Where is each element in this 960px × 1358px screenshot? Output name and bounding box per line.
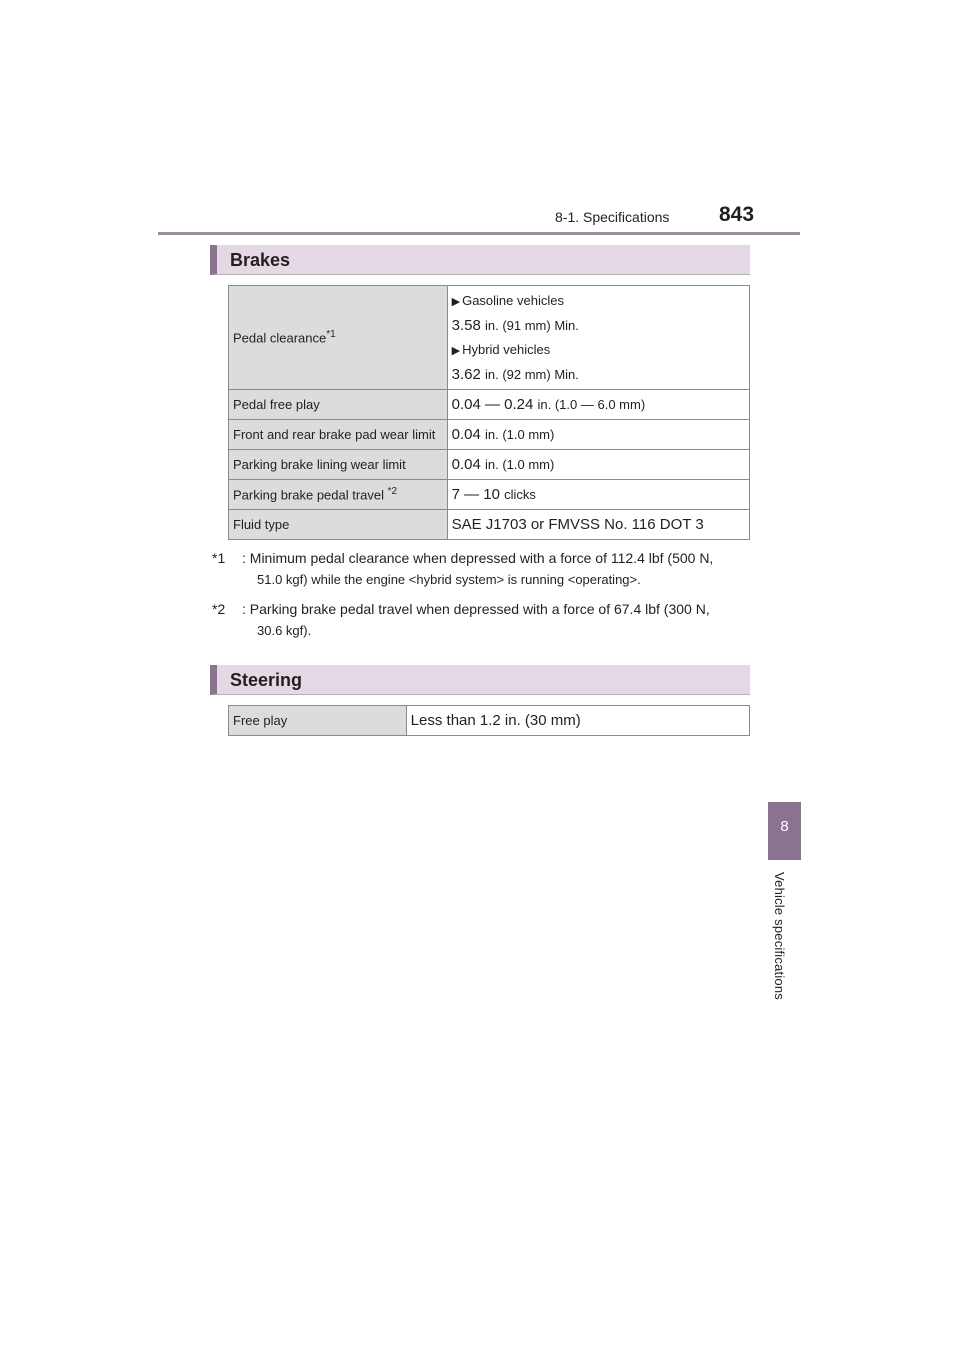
brake-pad-wear-limit-label: Front and rear brake pad wear limit [229,420,448,450]
gasoline-pedal-clearance-value: 3.58 in. (91 mm) Min. [451,316,579,334]
free-play-label: Free play [229,706,407,736]
parking-brake-pedal-travel-value: 7 — 10 clicks [447,480,749,510]
header-divider [158,232,800,235]
gasoline-vehicles-heading: ▶ Gasoline vehicles [451,292,564,308]
parking-brake-pedal-travel-label: Parking brake pedal travel $^{*2}$ [229,480,448,510]
brake-pad-wear-limit-value: 0.04 in. (1.0 mm) [447,420,749,450]
steering-spec-table [228,705,750,736]
fluid-type-label: Fluid type [229,510,448,540]
table-row [229,706,750,736]
footnote-2-line-1: : Parking brake pedal travel when depressed with a force of 67.4 lbf (300 N, [242,601,710,617]
pedal-free-play-value: 0.04 — 0.24 in. (1.0 — 6.0 mm) [447,390,749,420]
footnote-1-line-2: 51.0 kgf) while the engine <hybrid system> is running <operating>. [257,572,641,587]
parking-brake-lining-value: 0.04 in. (1.0 mm) [447,450,749,480]
pedal-free-play-label: Pedal free play [229,390,448,420]
steering-section-header [210,665,750,695]
free-play-value: Less than 1.2 in. (30 mm) [406,706,749,736]
hybrid-vehicles-heading: ▶ Hybrid vehicles [451,341,551,357]
table-row [229,420,750,450]
triangle-right-icon: ▶ [451,295,461,308]
brakes-section-title: Brakes [230,250,291,270]
pedal-clearance-label-cell [229,286,448,390]
footnote-mark: *1 [212,550,226,566]
table-row [229,390,750,420]
page-header-title: 8-1. Specifications [555,209,670,225]
footnote-2 [212,599,750,641]
fluid-type-value: SAE J1703 or FMVSS No. 116 DOT 3 [447,510,749,540]
brakes-section-header [210,245,750,275]
pedal-clearance-label: Pedal clearance [233,330,327,346]
footnote-mark: *1 [326,329,336,341]
chapter-side-label: Vehicle specifications [772,872,787,1000]
hybrid-pedal-clearance-value: 3.62 in. (92 mm) Min. [451,365,579,383]
footnote-mark: *2 [387,486,398,498]
table-row [229,450,750,480]
brakes-spec-table [228,285,750,540]
chapter-tab-number: 8 [780,818,789,835]
footnote-mark: *2 [212,601,226,617]
pedal-clearance-value-cell [447,286,749,390]
table-row [229,480,750,510]
footnote-1-line-1: : Minimum pedal clearance when depressed with a force of 112.4 lbf (500 N, [242,550,714,566]
steering-section-title: Steering [230,670,303,690]
triangle-right-icon: ▶ [451,344,461,357]
page-number: 843 [719,203,755,226]
table-row [229,510,750,540]
footnote-1 [212,548,750,590]
footnote-2-line-2: 30.6 kgf). [257,623,312,638]
table-row [229,286,750,390]
parking-brake-lining-label: Parking brake lining wear limit [229,450,448,480]
